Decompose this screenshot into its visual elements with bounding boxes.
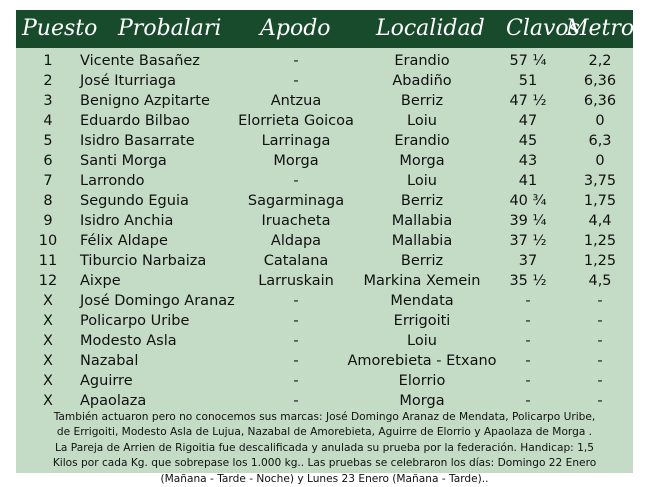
cell-name: José Domingo Aranaz [80, 293, 235, 309]
table-row [16, 272, 633, 292]
cell-metros: 0 [595, 113, 605, 129]
cell-name: Policarpo Uribe [80, 313, 190, 329]
cell-metros: 6,3 [588, 133, 612, 149]
cell-name: Segundo Eguia [80, 193, 189, 209]
cell-metros: 4,4 [588, 213, 612, 229]
cell-apodo: - [293, 333, 299, 349]
cell-clavos: 43 [518, 153, 538, 169]
cell-pos: 7 [43, 173, 53, 189]
cell-clavos: 47 ½ [509, 93, 547, 109]
footnote [16, 410, 633, 487]
footnote-line: de Errigoiti, Modesto Asla de Lujua, Nazabal de Amorebieta, Aguirre de Elorrio y Apaolaza de Morga . [56, 426, 593, 439]
cell-metros: 2,2 [588, 53, 612, 69]
cell-clavos: 37 ½ [509, 233, 547, 249]
results-table [16, 10, 646, 485]
table-row [16, 92, 633, 112]
cell-pos: X [43, 393, 53, 409]
cell-metros: - [597, 313, 603, 329]
table-row [16, 52, 633, 72]
table-row [16, 352, 633, 372]
cell-loc: Morga [399, 393, 445, 409]
cell-clavos: 35 ½ [509, 273, 547, 289]
cell-clavos: 45 [518, 133, 538, 149]
table-row [16, 232, 633, 252]
header-probalari: Probalari [118, 16, 222, 41]
cell-metros: - [597, 373, 603, 389]
cell-metros: - [597, 393, 603, 409]
cell-apodo: - [293, 373, 299, 389]
cell-name: Modesto Asla [80, 333, 177, 349]
cell-apodo: Antzua [270, 93, 322, 109]
cell-loc: Mendata [390, 293, 454, 309]
cell-pos: 8 [43, 193, 53, 209]
cell-metros: 6,36 [583, 93, 617, 109]
cell-loc: Erandio [394, 133, 450, 149]
header-puesto: Puesto [22, 16, 98, 41]
cell-name: Larrondo [80, 173, 145, 189]
cell-loc: Elorrio [398, 373, 446, 389]
footnote-line: La Pareja de Arrien de Rigoitia fue descalificada y anulada su prueba por la federación. Handicap: 1,5 [55, 441, 594, 454]
header-metros: Metros [566, 16, 646, 41]
cell-metros: 0 [595, 153, 605, 169]
footnote-line: También actuaron pero no conocemos sus marcas: José Domingo Aranaz de Mendata, Policarpo Uribe, [53, 411, 596, 423]
cell-apodo: - [293, 53, 299, 69]
cell-pos: 9 [43, 213, 53, 229]
cell-loc: Mallabia [391, 233, 453, 249]
table-row [16, 192, 633, 212]
cell-name: Félix Aldape [80, 233, 168, 249]
cell-loc: Amorebieta - Etxano [347, 353, 497, 369]
cell-metros: 1,25 [583, 233, 617, 249]
cell-pos: 1 [43, 53, 53, 69]
cell-clavos: 41 [518, 173, 538, 189]
cell-clavos: 51 [518, 73, 538, 89]
cell-name: Aixpe [80, 273, 121, 289]
table-row [16, 392, 633, 412]
cell-pos: 12 [38, 273, 58, 289]
cell-name: Aguirre [80, 373, 133, 389]
table-body [16, 52, 633, 412]
cell-apodo: Catalana [263, 253, 329, 269]
cell-pos: X [43, 353, 53, 369]
cell-apodo: Sagarminaga [247, 193, 345, 209]
table-row [16, 212, 633, 232]
cell-apodo: Larrinaga [261, 133, 331, 149]
cell-clavos: 37 [518, 253, 538, 269]
cell-metros: 6,36 [583, 73, 617, 89]
cell-apodo: Iruacheta [261, 213, 331, 229]
cell-clavos: - [525, 313, 531, 329]
cell-pos: 5 [43, 133, 53, 149]
cell-loc: Morga [399, 153, 445, 169]
cell-pos: 3 [43, 93, 53, 109]
cell-name: Eduardo Bilbao [80, 113, 190, 129]
cell-metros: - [597, 353, 603, 369]
cell-clavos: - [525, 353, 531, 369]
cell-loc: Markina Xemein [363, 273, 481, 289]
cell-name: Apaolaza [80, 393, 147, 409]
cell-pos: 10 [38, 233, 58, 249]
cell-metros: - [597, 333, 603, 349]
cell-metros: 4,5 [588, 273, 612, 289]
cell-pos: X [43, 333, 53, 349]
cell-clavos: 47 [518, 113, 538, 129]
cell-name: Tiburcio Narbaiza [80, 253, 207, 269]
cell-loc: Abadiño [392, 73, 452, 89]
table-row [16, 112, 633, 132]
table-row [16, 72, 633, 92]
cell-clavos: - [525, 333, 531, 349]
cell-pos: 6 [43, 153, 53, 169]
cell-loc: Erandio [394, 53, 450, 69]
cell-loc: Mallabia [391, 213, 453, 229]
cell-name: José Iturriaga [80, 73, 177, 89]
cell-metros: 1,25 [583, 253, 617, 269]
table-row [16, 132, 633, 152]
cell-clavos: 57 ¼ [509, 53, 547, 69]
header-apodo: Apodo [260, 16, 331, 41]
cell-apodo: - [293, 73, 299, 89]
cell-loc: Errigoiti [393, 313, 451, 329]
cell-pos: 4 [43, 113, 53, 129]
cell-name: Nazabal [80, 353, 139, 369]
cell-name: Santi Morga [80, 153, 167, 169]
table-row [16, 252, 633, 272]
cell-apodo: Larruskain [258, 273, 334, 289]
table-row [16, 292, 633, 312]
footnote-line: Kilos por cada Kg. que sobrepase los 1.000 kg.. Las pruebas se celebraron los días: Domingo 22 Enero [52, 457, 597, 470]
table-row [16, 332, 633, 352]
table-row [16, 372, 633, 392]
cell-metros: 1,75 [583, 193, 617, 209]
cell-clavos: - [525, 373, 531, 389]
cell-apodo: - [293, 173, 299, 189]
cell-apodo: - [293, 313, 299, 329]
cell-clavos: 40 ¾ [509, 193, 547, 209]
cell-pos: X [43, 313, 53, 329]
header-localidad: Localidad [376, 16, 485, 41]
cell-name: Isidro Basarrate [80, 133, 195, 149]
table-row [16, 172, 633, 192]
cell-clavos: - [525, 393, 531, 409]
cell-apodo: - [293, 393, 299, 409]
cell-apodo: Morga [273, 153, 319, 169]
table-header [16, 10, 646, 48]
cell-pos: 11 [38, 253, 58, 269]
cell-loc: Berriz [400, 253, 444, 269]
cell-apodo: Elorrieta Goicoa [238, 113, 354, 129]
table-row [16, 152, 633, 172]
cell-loc: Berriz [400, 193, 444, 209]
cell-loc: Berriz [400, 93, 444, 109]
cell-name: Benigno Azpitarte [80, 93, 210, 109]
cell-apodo: Aldapa [270, 233, 322, 249]
cell-loc: Loiu [407, 173, 437, 189]
cell-clavos: - [525, 293, 531, 309]
cell-clavos: 39 ¼ [509, 213, 547, 229]
cell-loc: Loiu [407, 113, 437, 129]
cell-apodo: - [293, 293, 299, 309]
cell-pos: 2 [43, 73, 53, 89]
table-row [16, 312, 633, 332]
cell-apodo: - [293, 353, 299, 369]
footnote-line: (Mañana - Tarde - Noche) y Lunes 23 Enero (Mañana - Tarde).. [160, 472, 489, 485]
cell-name: Isidro Anchia [80, 213, 174, 229]
cell-pos: X [43, 373, 53, 389]
cell-name: Vicente Basañez [80, 53, 200, 69]
header-clavos: Clavos [506, 16, 580, 41]
cell-metros: 3,75 [583, 173, 617, 189]
cell-metros: - [597, 293, 603, 309]
cell-pos: X [43, 293, 53, 309]
cell-loc: Loiu [407, 333, 437, 349]
